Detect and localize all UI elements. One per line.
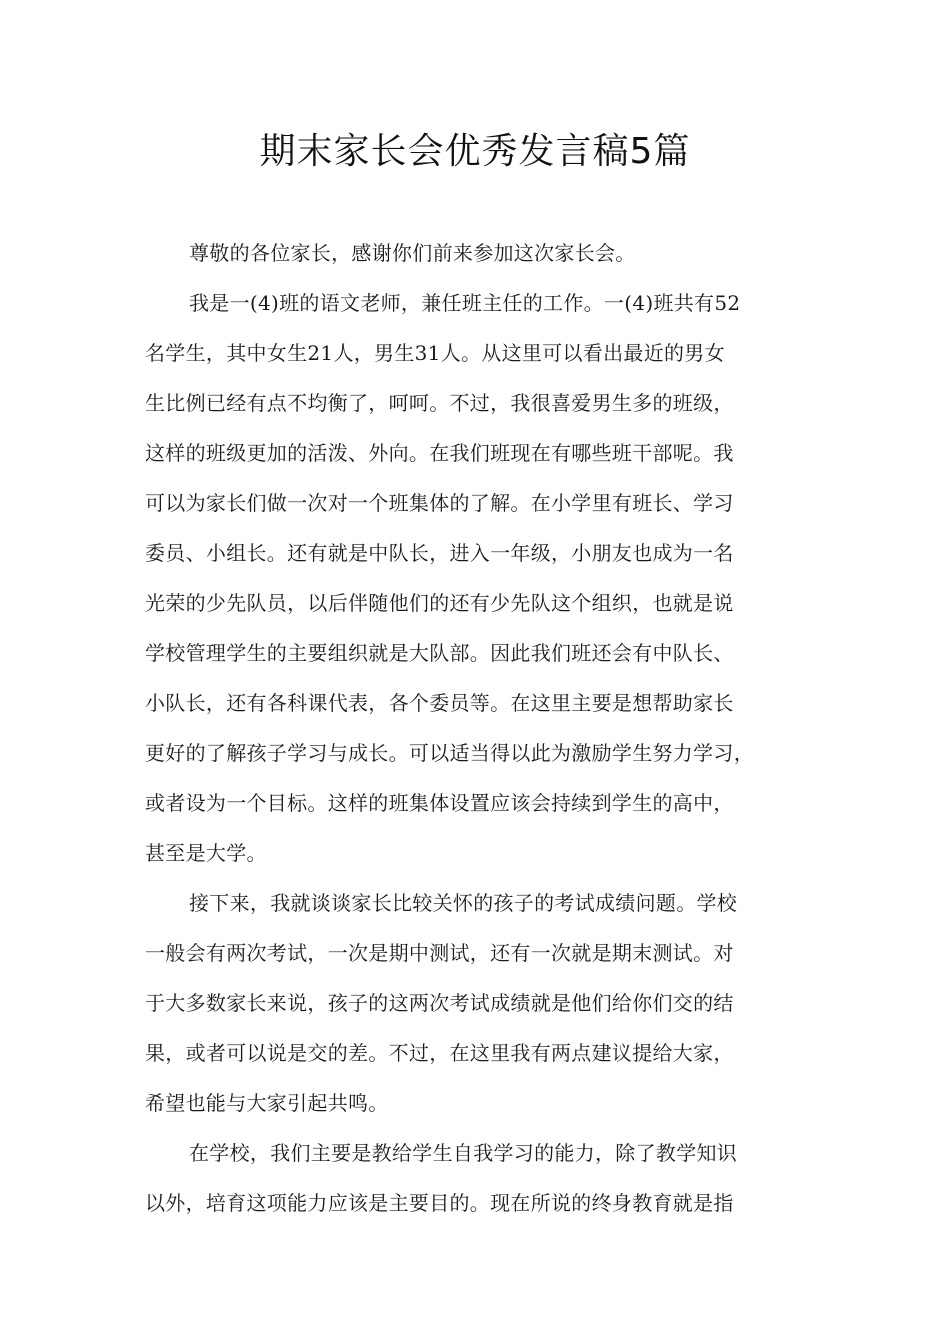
- text-line: 更好的了解孩子学习与成长。可以适当得以此为激励学生努力学习，: [145, 741, 754, 765]
- text-line: 于大多数家长来说，孩子的这两次考试成绩就是他们给你们交的结: [145, 991, 734, 1015]
- text-line: 甚至是大学。: [145, 841, 267, 865]
- text-line: 或者设为一个目标。这样的班集体设置应该会持续到学生的高中，: [145, 791, 734, 815]
- text-line: 光荣的少先队员，以后伴随他们的还有少先队这个组织，也就是说: [145, 591, 734, 615]
- text-line: 果，或者可以说是交的差。不过，在这里我有两点建议提给大家，: [145, 1041, 734, 1065]
- text-line: 我是一(4)班的语文老师，兼任班主任的工作。一(4)班共有52: [189, 291, 741, 315]
- text-line: 可以为家长们做一次对一个班集体的了解。在小学里有班长、学习: [145, 491, 734, 515]
- text-line: 希望也能与大家引起共鸣。: [145, 1091, 389, 1115]
- document-title: 期末家长会优秀发言稿5篇: [259, 131, 691, 172]
- text-line: 学校管理学生的主要组织就是大队部。因此我们班还会有中队长、: [145, 641, 734, 665]
- text-line: 生比例已经有点不均衡了，呵呵。不过，我很喜爱男生多的班级，: [145, 391, 734, 415]
- text-line: 尊敬的各位家长，感谢你们前来参加这次家长会。: [189, 241, 636, 265]
- text-line: 这样的班级更加的活泼、外向。在我们班现在有哪些班干部呢。我: [145, 441, 734, 465]
- text-line: 小队长，还有各科课代表，各个委员等。在这里主要是想帮助家长: [145, 691, 734, 715]
- text-line: 在学校，我们主要是教给学生自我学习的能力，除了教学知识: [189, 1141, 738, 1165]
- text-line: 委员、小组长。还有就是中队长，进入一年级，小朋友也成为一名: [145, 541, 734, 565]
- document-body: [145, 228, 805, 1228]
- text-line: 一般会有两次考试，一次是期中测试，还有一次就是期末测试。对: [145, 941, 734, 965]
- text-line: 以外，培育这项能力应该是主要目的。现在所说的终身教育就是指: [145, 1191, 734, 1215]
- text-line: 名学生，其中女生21人，男生31人。从这里可以看出最近的男女: [145, 341, 725, 365]
- text-line: 接下来，我就谈谈家长比较关怀的孩子的考试成绩问题。学校: [189, 891, 738, 915]
